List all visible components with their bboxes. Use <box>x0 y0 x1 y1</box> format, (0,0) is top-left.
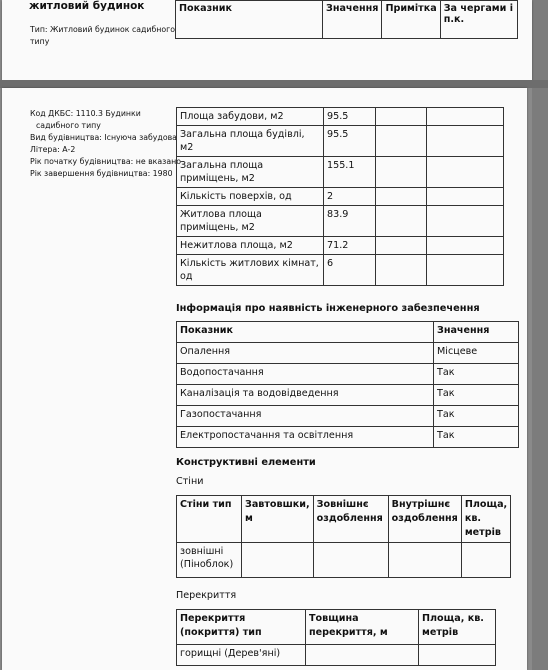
wall-outer <box>313 543 388 578</box>
table-header-row <box>177 610 496 645</box>
col-inner-finish: Внутрішнє оздоблення <box>388 496 461 543</box>
wall-thickness <box>242 543 314 578</box>
params-table <box>176 107 504 286</box>
table-row <box>177 126 504 157</box>
table-row <box>177 255 504 286</box>
page-top <box>2 0 532 80</box>
param-note <box>376 108 427 126</box>
param-note <box>376 188 427 206</box>
floors-table <box>176 609 496 666</box>
eng-label: Водопостачання <box>177 364 434 385</box>
col-indicator: Показник <box>177 322 434 343</box>
info-line: Рік завершення будівництва: 1980 <box>30 169 173 178</box>
eng-label: Електропостачання та освітлення <box>177 427 434 448</box>
info-line: Рік початку будівництва: не вказано <box>30 157 181 166</box>
wall-inner <box>388 543 461 578</box>
eng-label: Каналізація та водовідведення <box>177 385 434 406</box>
table-row <box>177 157 504 188</box>
info-line: Код ДКБС: 1110.3 Будинки <box>30 109 141 118</box>
param-note <box>376 255 427 286</box>
building-info <box>30 108 180 180</box>
engineering-table <box>176 321 519 448</box>
eng-label: Опалення <box>177 343 434 364</box>
param-value: 2 <box>324 188 376 206</box>
construct-title: Конструктивні елементи <box>176 457 316 468</box>
eng-value: Так <box>434 364 519 385</box>
param-label: Кількість поверхів, од <box>177 188 324 206</box>
param-queue <box>427 188 504 206</box>
table-row <box>177 108 504 126</box>
param-label: Нежитлова площа, м2 <box>177 237 324 255</box>
col-floor-type: Перекриття (покриття) тип <box>177 610 306 645</box>
background-edge <box>532 0 548 670</box>
col-area: Площа, кв. метрів <box>461 496 510 543</box>
building-title: житловий будинок <box>29 0 145 12</box>
walls-title: Стіни <box>176 476 204 487</box>
col-outer-finish: Зовнішнє оздоблення <box>313 496 388 543</box>
col-indicator: Показник <box>176 1 323 39</box>
param-label: Площа забудови, м2 <box>177 108 324 126</box>
col-queues: За чергами і п.к. <box>440 1 517 39</box>
eng-label: Газопостачання <box>177 406 434 427</box>
table-row <box>177 427 519 448</box>
param-label: Кількість житлових кімнат, од <box>177 255 324 286</box>
param-value: 95.5 <box>324 108 376 126</box>
param-label: Житлова площа приміщень, м2 <box>177 206 324 237</box>
table-row <box>177 206 504 237</box>
col-note: Примітка <box>382 1 440 39</box>
floor-thickness <box>306 645 419 666</box>
param-queue <box>427 206 504 237</box>
param-label: Загальна площа приміщень, м2 <box>177 157 324 188</box>
walls-table <box>176 495 511 578</box>
table-row <box>177 188 504 206</box>
param-value: 71.2 <box>324 237 376 255</box>
eng-value: Так <box>434 427 519 448</box>
param-queue <box>427 255 504 286</box>
param-value: 155.1 <box>324 157 376 188</box>
top-header-table <box>175 0 518 39</box>
table-row <box>177 237 504 255</box>
info-line: садибного типу <box>36 121 101 130</box>
table-row <box>177 385 519 406</box>
floors-title: Перекриття <box>176 590 237 601</box>
building-type: Тип: Житловий будинок садибного типу <box>30 25 176 46</box>
table-row <box>177 406 519 427</box>
param-value: 83.9 <box>324 206 376 237</box>
table-row <box>177 343 519 364</box>
col-wall-type: Стіни тип <box>177 496 242 543</box>
table-row <box>177 543 511 578</box>
param-queue <box>427 108 504 126</box>
param-note <box>376 237 427 255</box>
page-main <box>2 88 527 670</box>
engineering-title: Інформація про наявність інженерного забезпечення <box>176 303 480 314</box>
col-floor-thickness: Товщина перекриття, м <box>306 610 419 645</box>
floor-area <box>419 645 496 666</box>
page-gap <box>0 80 548 88</box>
col-value: Значення <box>323 1 382 39</box>
floor-type: горищні (Дерев'яні) <box>177 645 306 666</box>
param-note <box>376 126 427 157</box>
table-row <box>177 645 496 666</box>
table-row <box>177 364 519 385</box>
param-note <box>376 157 427 188</box>
eng-value: Так <box>434 385 519 406</box>
col-floor-area: Площа, кв. метрів <box>419 610 496 645</box>
param-queue <box>427 157 504 188</box>
wall-type: зовнішні (Піноблок) <box>177 543 242 578</box>
param-value: 95.5 <box>324 126 376 157</box>
param-note <box>376 206 427 237</box>
eng-value: Так <box>434 406 519 427</box>
table-header-row <box>177 496 511 543</box>
info-line: Вид будівництва: Існуюча забудова <box>30 133 177 142</box>
param-queue <box>427 126 504 157</box>
info-line: Літера: А-2 <box>30 145 76 154</box>
col-value: Значення <box>434 322 519 343</box>
param-value: 6 <box>324 255 376 286</box>
eng-value: Місцеве <box>434 343 519 364</box>
col-thickness: Завтовшки, м <box>242 496 314 543</box>
wall-area <box>461 543 510 578</box>
param-label: Загальна площа будівлі, м2 <box>177 126 324 157</box>
param-queue <box>427 237 504 255</box>
table-header-row <box>177 322 519 343</box>
